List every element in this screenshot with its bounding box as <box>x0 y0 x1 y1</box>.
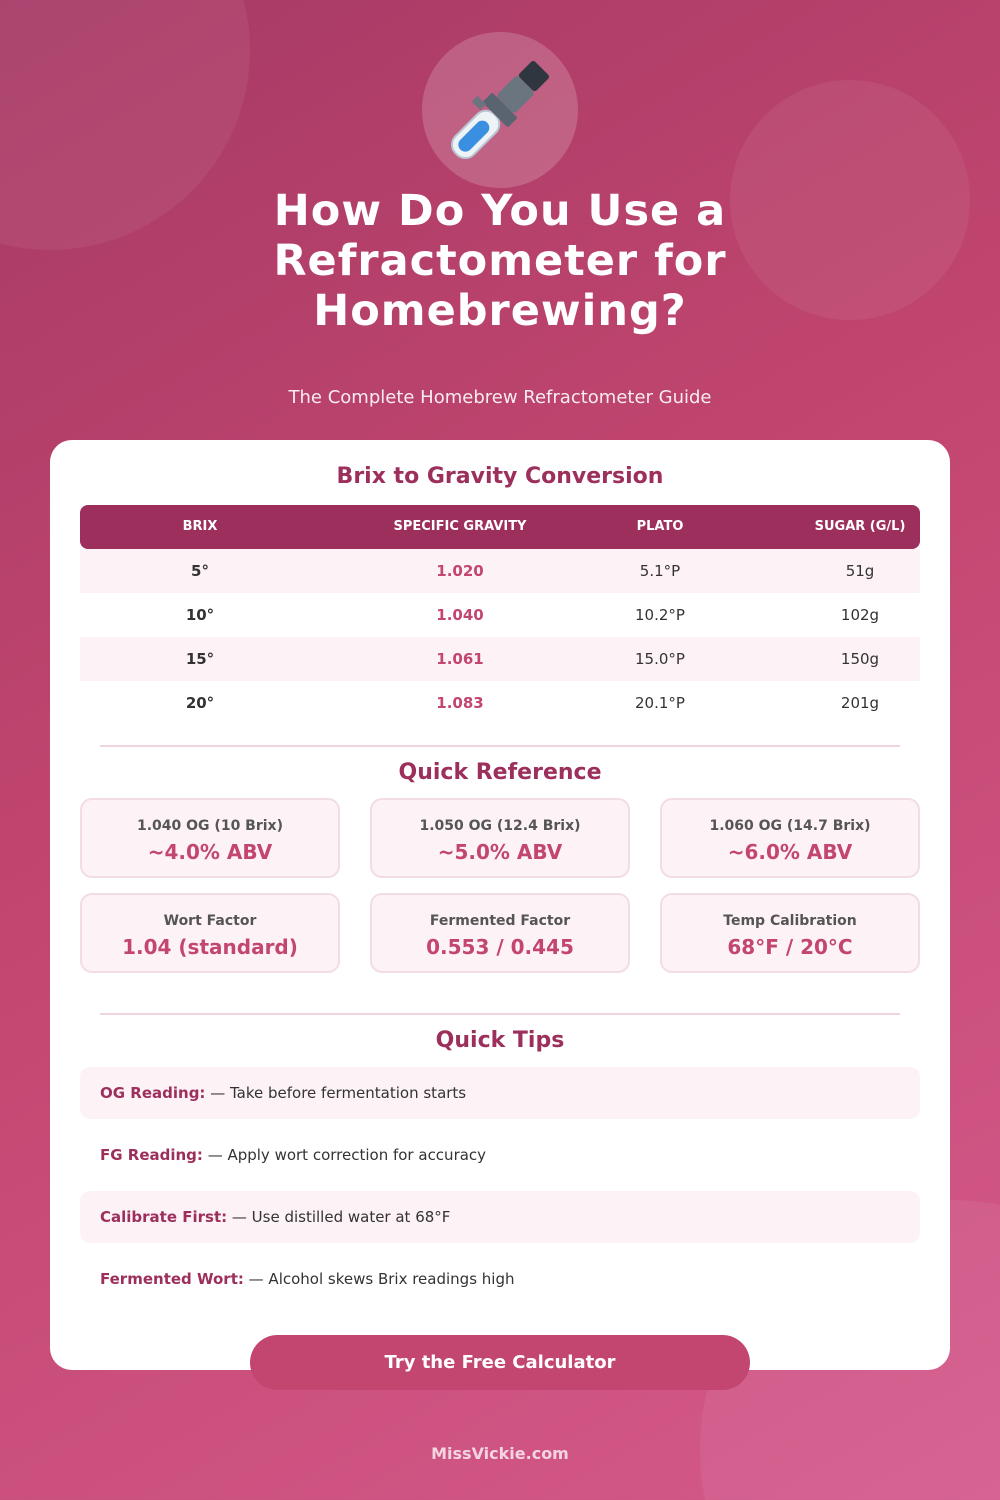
tip-item <box>80 1191 920 1243</box>
cell-gravity: 1.040 <box>436 606 484 624</box>
cell-plato: 15.0°P <box>635 650 685 668</box>
reference-card <box>660 798 920 878</box>
header-plato: PLATO <box>636 519 684 534</box>
quick-reference-title: Quick Reference <box>398 760 602 785</box>
tip-text: — Apply wort correction for accuracy <box>202 1146 487 1164</box>
tip-item <box>80 1253 920 1305</box>
refractometer-icon <box>422 32 578 188</box>
reference-value: ~6.0% ABV <box>727 840 853 864</box>
reference-value: 68°F / 20°C <box>727 935 853 959</box>
cell-brix: 20° <box>185 694 215 712</box>
page-subtitle: The Complete Homebrew Refractometer Guide <box>288 387 712 408</box>
reference-value: ~5.0% ABV <box>437 840 563 864</box>
reference-card <box>370 893 630 973</box>
cell-brix: 10° <box>185 606 215 624</box>
cell-plato: 10.2°P <box>635 606 685 624</box>
cell-gravity: 1.061 <box>436 650 484 668</box>
header-brix: BRIX <box>182 519 218 534</box>
reference-card <box>660 893 920 973</box>
cell-sugar: 102g <box>840 606 880 624</box>
tip-item <box>80 1129 920 1181</box>
table-row <box>80 637 920 681</box>
section-divider <box>100 1013 900 1015</box>
tip-label: FG Reading: <box>100 1146 203 1164</box>
reference-card <box>80 893 340 973</box>
reference-value: 1.04 (standard) <box>122 935 298 959</box>
quick-tips-title: Quick Tips <box>435 1028 565 1053</box>
footer-brand[interactable]: MissVickie.com <box>431 1444 569 1463</box>
content-card <box>50 440 950 1370</box>
table-row <box>80 593 920 637</box>
reference-card <box>370 798 630 878</box>
tip-text: — Use distilled water at 68°F <box>227 1208 451 1226</box>
tip-label: Calibrate First: <box>100 1208 228 1226</box>
reference-value: 0.553 / 0.445 <box>426 935 574 959</box>
title-line: Refractometer for <box>273 236 727 286</box>
cell-plato: 20.1°P <box>635 694 685 712</box>
table-row <box>80 681 920 725</box>
header-sugar: SUGAR (G/L) <box>814 519 906 534</box>
tip-label: Fermented Wort: <box>100 1270 244 1288</box>
reference-label: 1.040 OG (10 Brix) <box>137 818 283 834</box>
tip-text: — Take before fermentation starts <box>205 1084 467 1102</box>
calculator-button[interactable]: Try the Free Calculator <box>250 1335 750 1390</box>
tip-label: OG Reading: <box>100 1084 206 1102</box>
page-title <box>0 186 1000 336</box>
cell-gravity: 1.020 <box>436 562 484 580</box>
header-specific-gravity: SPECIFIC GRAVITY <box>393 519 527 534</box>
reference-card <box>80 798 340 878</box>
table-header <box>80 505 920 549</box>
cell-gravity: 1.083 <box>436 694 484 712</box>
title-line: How Do You Use a <box>273 186 727 236</box>
reference-label: Wort Factor <box>163 913 257 929</box>
reference-label: 1.060 OG (14.7 Brix) <box>709 818 871 834</box>
cell-plato: 5.1°P <box>639 562 681 580</box>
tip-text: — Alcohol skews Brix readings high <box>243 1270 515 1288</box>
cell-sugar: 201g <box>840 694 880 712</box>
reference-label: 1.050 OG (12.4 Brix) <box>419 818 581 834</box>
table-row <box>80 549 920 593</box>
cell-sugar: 51g <box>845 562 875 580</box>
cell-sugar: 150g <box>840 650 880 668</box>
section-divider <box>100 745 900 747</box>
reference-label: Fermented Factor <box>429 913 571 929</box>
conversion-title: Brix to Gravity Conversion <box>336 464 664 489</box>
title-line: Homebrewing? <box>313 286 687 336</box>
tip-item <box>80 1067 920 1119</box>
reference-value: ~4.0% ABV <box>147 840 273 864</box>
cell-brix: 15° <box>185 650 215 668</box>
cell-brix: 5° <box>191 562 209 580</box>
reference-label: Temp Calibration <box>723 913 857 929</box>
